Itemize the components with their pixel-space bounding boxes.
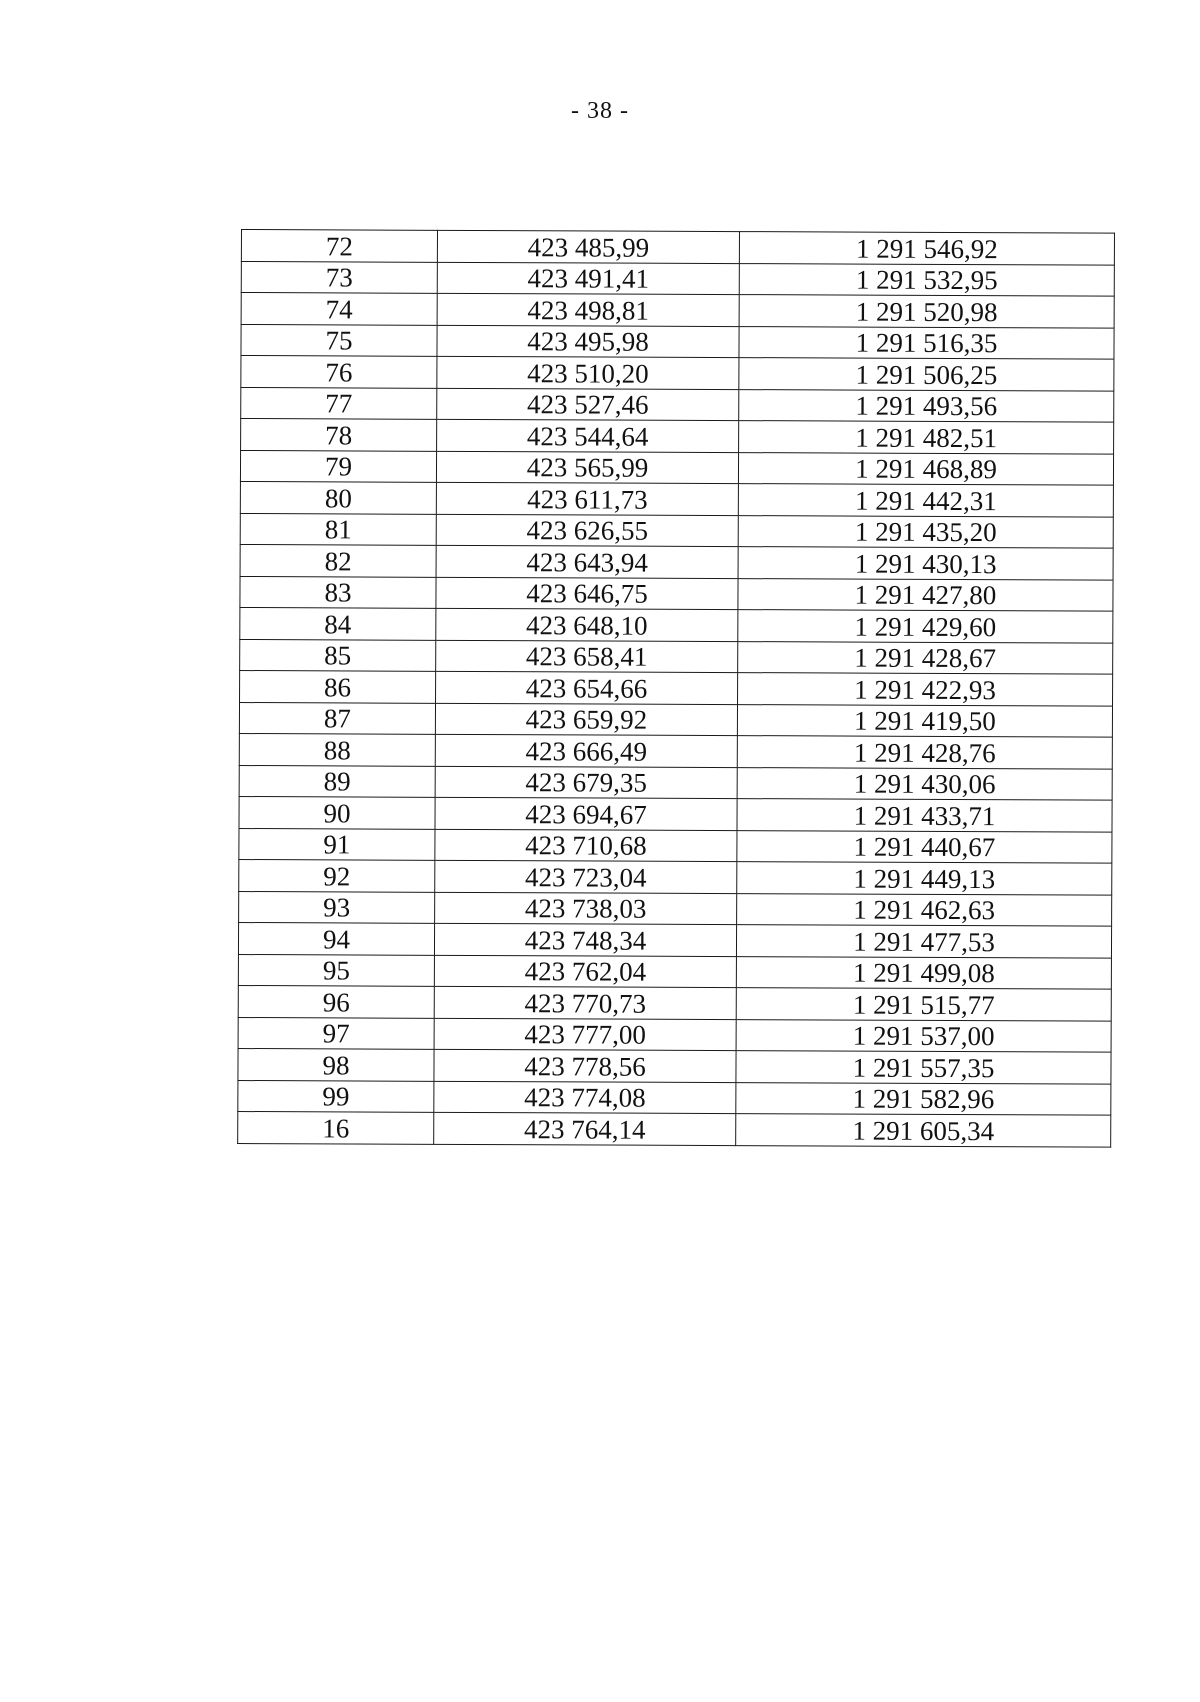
point-number-cell: 93 xyxy=(239,891,435,923)
y-coordinate-cell: 1 291 516,35 xyxy=(739,326,1114,359)
x-coordinate-cell: 423 710,68 xyxy=(435,829,737,862)
table-row xyxy=(238,1017,1111,1052)
x-coordinate-cell: 423 495,98 xyxy=(437,325,739,358)
x-coordinate-cell: 423 762,04 xyxy=(434,955,736,988)
x-coordinate-cell: 423 626,55 xyxy=(436,514,738,547)
x-coordinate-cell: 423 666,49 xyxy=(435,734,737,767)
x-coordinate-cell: 423 611,73 xyxy=(436,482,738,515)
y-coordinate-cell: 1 291 468,89 xyxy=(738,452,1113,485)
table-row xyxy=(239,733,1112,768)
table-row xyxy=(241,387,1114,422)
table-row xyxy=(238,1048,1111,1083)
y-coordinate-cell: 1 291 605,34 xyxy=(736,1114,1111,1147)
y-coordinate-cell: 1 291 442,31 xyxy=(738,484,1113,517)
point-number-cell: 95 xyxy=(238,954,434,986)
y-coordinate-cell: 1 291 429,60 xyxy=(738,610,1113,643)
table-row xyxy=(241,324,1114,359)
x-coordinate-cell: 423 764,14 xyxy=(434,1112,736,1145)
y-coordinate-cell: 1 291 520,98 xyxy=(739,295,1114,328)
x-coordinate-cell: 423 738,03 xyxy=(435,892,737,925)
y-coordinate-cell: 1 291 427,80 xyxy=(738,578,1113,611)
x-coordinate-cell: 423 648,10 xyxy=(436,608,738,641)
table-row xyxy=(241,356,1114,391)
table-row xyxy=(238,922,1111,957)
point-number-cell: 92 xyxy=(239,859,435,891)
y-coordinate-cell: 1 291 532,95 xyxy=(739,263,1114,296)
x-coordinate-cell: 423 565,99 xyxy=(436,451,738,484)
y-coordinate-cell: 1 291 477,53 xyxy=(736,925,1111,958)
table-row xyxy=(241,419,1114,454)
table-row xyxy=(241,261,1114,296)
table-row xyxy=(240,450,1113,485)
coordinates-table xyxy=(237,229,1115,1147)
table-row xyxy=(240,544,1113,579)
table-row xyxy=(240,576,1113,611)
point-number-cell: 90 xyxy=(239,796,435,828)
point-number-cell: 76 xyxy=(241,356,437,388)
point-number-cell: 84 xyxy=(240,607,436,639)
point-number-cell: 96 xyxy=(238,985,434,1017)
y-coordinate-cell: 1 291 440,67 xyxy=(737,830,1112,863)
y-coordinate-cell: 1 291 430,13 xyxy=(738,547,1113,580)
x-coordinate-cell: 423 544,64 xyxy=(437,419,739,452)
x-coordinate-cell: 423 510,20 xyxy=(437,356,739,389)
y-coordinate-cell: 1 291 430,06 xyxy=(737,767,1112,800)
table-row xyxy=(239,765,1112,800)
y-coordinate-cell: 1 291 482,51 xyxy=(739,421,1114,454)
point-number-cell: 97 xyxy=(238,1017,434,1049)
x-coordinate-cell: 423 723,04 xyxy=(435,860,737,893)
x-coordinate-cell: 423 777,00 xyxy=(434,1018,736,1051)
y-coordinate-cell: 1 291 493,56 xyxy=(739,389,1114,422)
point-number-cell: 86 xyxy=(240,670,436,702)
y-coordinate-cell: 1 291 462,63 xyxy=(737,893,1112,926)
y-coordinate-cell: 1 291 428,67 xyxy=(738,641,1113,674)
x-coordinate-cell: 423 527,46 xyxy=(437,388,739,421)
point-number-cell: 80 xyxy=(240,481,436,513)
point-number-cell: 74 xyxy=(241,293,437,325)
x-coordinate-cell: 423 658,41 xyxy=(436,640,738,673)
point-number-cell: 73 xyxy=(241,261,437,293)
table-row xyxy=(240,670,1113,705)
y-coordinate-cell: 1 291 515,77 xyxy=(736,988,1111,1021)
x-coordinate-cell: 423 491,41 xyxy=(437,262,739,295)
y-coordinate-cell: 1 291 557,35 xyxy=(736,1051,1111,1084)
point-number-cell: 91 xyxy=(239,828,435,860)
point-number-cell: 77 xyxy=(241,387,437,419)
coordinates-table-body xyxy=(238,230,1115,1147)
point-number-cell: 72 xyxy=(241,230,437,262)
x-coordinate-cell: 423 770,73 xyxy=(434,986,736,1019)
x-coordinate-cell: 423 654,66 xyxy=(436,671,738,704)
point-number-cell: 89 xyxy=(239,765,435,797)
point-number-cell: 16 xyxy=(238,1111,434,1143)
table-row xyxy=(240,481,1113,516)
point-number-cell: 78 xyxy=(241,419,437,451)
table-row xyxy=(238,1111,1111,1146)
y-coordinate-cell: 1 291 546,92 xyxy=(739,232,1114,265)
table-row xyxy=(239,891,1112,926)
y-coordinate-cell: 1 291 499,08 xyxy=(736,956,1111,989)
point-number-cell: 98 xyxy=(238,1048,434,1080)
page-number: - 38 - xyxy=(571,98,629,124)
table-row xyxy=(241,293,1114,328)
table-row xyxy=(238,954,1111,989)
y-coordinate-cell: 1 291 422,93 xyxy=(738,673,1113,706)
point-number-cell: 99 xyxy=(238,1080,434,1112)
point-number-cell: 85 xyxy=(240,639,436,671)
x-coordinate-cell: 423 485,99 xyxy=(437,230,739,263)
table-row xyxy=(240,639,1113,674)
x-coordinate-cell: 423 659,92 xyxy=(435,703,737,736)
point-number-cell: 82 xyxy=(240,544,436,576)
point-number-cell: 81 xyxy=(240,513,436,545)
y-coordinate-cell: 1 291 449,13 xyxy=(737,862,1112,895)
y-coordinate-cell: 1 291 506,25 xyxy=(739,358,1114,391)
point-number-cell: 75 xyxy=(241,324,437,356)
table-row xyxy=(238,985,1111,1020)
x-coordinate-cell: 423 694,67 xyxy=(435,797,737,830)
table-row xyxy=(239,796,1112,831)
table-row xyxy=(238,1080,1111,1115)
table-row xyxy=(239,702,1112,737)
point-number-cell: 88 xyxy=(239,733,435,765)
point-number-cell: 87 xyxy=(239,702,435,734)
y-coordinate-cell: 1 291 435,20 xyxy=(738,515,1113,548)
x-coordinate-cell: 423 679,35 xyxy=(435,766,737,799)
table-row xyxy=(240,513,1113,548)
table-row xyxy=(239,859,1112,894)
x-coordinate-cell: 423 646,75 xyxy=(436,577,738,610)
x-coordinate-cell: 423 498,81 xyxy=(437,293,739,326)
x-coordinate-cell: 423 643,94 xyxy=(436,545,738,578)
x-coordinate-cell: 423 774,08 xyxy=(434,1081,736,1114)
y-coordinate-cell: 1 291 537,00 xyxy=(736,1019,1111,1052)
x-coordinate-cell: 423 748,34 xyxy=(434,923,736,956)
y-coordinate-cell: 1 291 582,96 xyxy=(736,1082,1111,1115)
point-number-cell: 79 xyxy=(240,450,436,482)
x-coordinate-cell: 423 778,56 xyxy=(434,1049,736,1082)
point-number-cell: 94 xyxy=(238,922,434,954)
table-row xyxy=(240,607,1113,642)
y-coordinate-cell: 1 291 419,50 xyxy=(737,704,1112,737)
y-coordinate-cell: 1 291 428,76 xyxy=(737,736,1112,769)
point-number-cell: 83 xyxy=(240,576,436,608)
table-row xyxy=(239,828,1112,863)
y-coordinate-cell: 1 291 433,71 xyxy=(737,799,1112,832)
table-row xyxy=(241,230,1114,265)
